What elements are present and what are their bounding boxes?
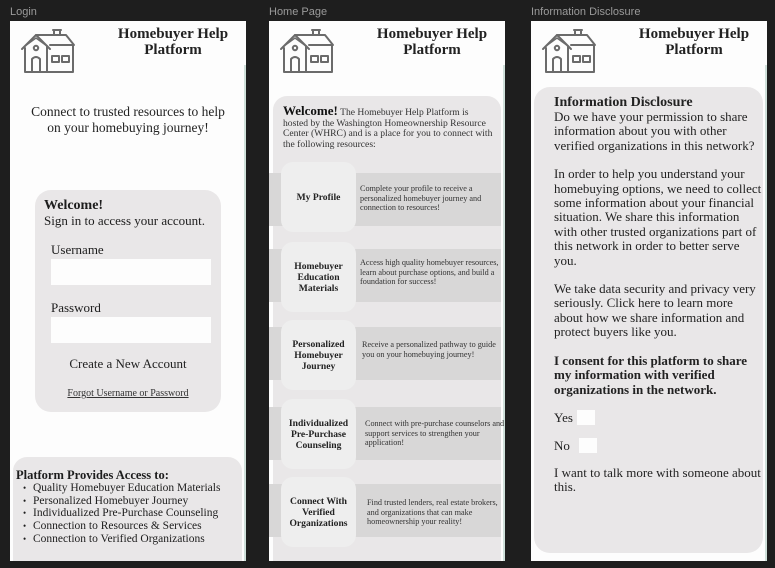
frame-edge bbox=[765, 65, 767, 561]
app-title-line2: Platform bbox=[144, 42, 202, 58]
username-label: Username bbox=[51, 242, 104, 257]
app-title-line1: Homebuyer Help bbox=[638, 26, 750, 42]
access-item-label: Quality Homebuyer Education Materials bbox=[33, 482, 221, 494]
access-card bbox=[13, 457, 242, 561]
resource-desc: Find trusted lenders, real estate brokers, and organizations that can make homeownership your reality! bbox=[367, 498, 498, 526]
info-para-collect: In order to help you understand your homebuying options, we need to collect some information about your financial situation. We share this information with other trusted organizations part of this network in order to better serve you. bbox=[554, 166, 762, 268]
house-icon bbox=[20, 29, 76, 73]
no-option bbox=[554, 438, 763, 454]
access-item-label: Connection to Verified Organizations bbox=[33, 532, 205, 545]
bullet-icon: • bbox=[23, 533, 27, 544]
header bbox=[531, 21, 767, 81]
username-input[interactable] bbox=[51, 259, 211, 285]
app-title-line1: Homebuyer Help bbox=[376, 26, 488, 42]
pre-purchase-counseling-button[interactable]: Individualized Pre-Purchase Counseling bbox=[281, 399, 356, 469]
homebuyer-journey-button[interactable]: Personalized Homebuyer Journey bbox=[281, 320, 356, 390]
info-title: Information Disclosure bbox=[554, 95, 693, 110]
create-account-button[interactable]: Create a New Account bbox=[35, 356, 221, 372]
resource-desc: Connect with pre-purchase counselors and support services to strengthen your application! bbox=[365, 419, 505, 447]
consent-statement: I consent for this platform to share my information with verified organizations in the network. bbox=[554, 352, 748, 397]
app-title bbox=[367, 26, 497, 58]
tagline-line1: Connect to trusted resources to help bbox=[31, 104, 225, 119]
resource-desc: Complete your profile to receive a personalized homebuyer journey and connection to resources! bbox=[360, 184, 482, 212]
yes-option bbox=[554, 410, 763, 426]
yes-label: Yes bbox=[554, 409, 573, 425]
talk-more-text[interactable]: I want to talk more with someone about this. bbox=[554, 464, 761, 495]
no-checkbox[interactable] bbox=[579, 438, 597, 453]
resource-desc: Receive a personalized pathway to guide you on your homebuying journey! bbox=[362, 340, 496, 359]
app-title-line2: Platform bbox=[403, 42, 461, 58]
access-list bbox=[16, 482, 242, 546]
home-intro bbox=[283, 103, 493, 150]
welcome-heading: Welcome! bbox=[44, 198, 104, 213]
bullet-icon: • bbox=[23, 521, 27, 532]
no-label: No bbox=[554, 437, 570, 453]
header bbox=[269, 21, 505, 81]
frame-label-login: Login bbox=[10, 6, 37, 18]
login-frame bbox=[10, 21, 246, 561]
yes-checkbox[interactable] bbox=[577, 410, 595, 425]
education-materials-button[interactable]: Homebuyer Education Materials bbox=[281, 242, 356, 312]
bullet-icon: • bbox=[23, 508, 27, 519]
app-title bbox=[108, 26, 238, 58]
access-item bbox=[23, 533, 242, 546]
access-item bbox=[23, 520, 242, 533]
home-frame bbox=[269, 21, 505, 561]
frame-label-info: Information Disclosure bbox=[531, 6, 641, 18]
forgot-credentials-link[interactable]: Forgot Username or Password bbox=[67, 388, 189, 399]
bullet-icon: • bbox=[23, 495, 27, 506]
home-welcome: Welcome! bbox=[283, 103, 338, 118]
house-icon bbox=[279, 29, 335, 73]
tagline bbox=[20, 104, 236, 136]
info-disclosure-frame bbox=[531, 21, 767, 561]
app-title-line1: Homebuyer Help bbox=[117, 26, 229, 42]
bullet-icon: • bbox=[23, 483, 27, 493]
access-item-label: Connection to Resources & Services bbox=[33, 520, 202, 533]
info-question: Do we have your permission to share information about you with other verified organizations in this network? bbox=[554, 109, 755, 153]
signin-text: Sign in to access your account. bbox=[44, 213, 206, 228]
frame-edge bbox=[244, 65, 246, 561]
frame-edge bbox=[503, 65, 505, 561]
info-para-privacy-link[interactable]: We take data security and privacy very seriously. Click here to learn more about how we share information and protect buyers like you. bbox=[554, 281, 756, 340]
access-item bbox=[23, 482, 242, 495]
access-item-label: Individualized Pre-Purchase Counseling bbox=[33, 507, 219, 520]
login-card bbox=[35, 190, 221, 412]
password-label: Password bbox=[51, 300, 101, 315]
verified-organizations-button[interactable]: Connect With Verified Organizations bbox=[281, 477, 356, 547]
info-card bbox=[534, 87, 763, 553]
tagline-line2: on your homebuying journey! bbox=[47, 120, 209, 135]
app-title-line2: Platform bbox=[665, 42, 723, 58]
access-item bbox=[23, 495, 242, 508]
access-item-label: Personalized Homebuyer Journey bbox=[33, 494, 189, 507]
home-intro-text: The Homebuyer Help Platform is hosted by the Washington Homeownership Resource Center (WHRC) and is a place for you to connect with the following resources: bbox=[283, 107, 493, 150]
resource-desc: Access high quality homebuyer resources, learn about purchase options, and build a foundation for success! bbox=[360, 258, 499, 286]
my-profile-button[interactable]: My Profile bbox=[281, 162, 356, 232]
frame-label-home: Home Page bbox=[269, 6, 328, 18]
header bbox=[10, 21, 246, 81]
app-title bbox=[629, 26, 759, 58]
access-item bbox=[23, 507, 242, 520]
password-input[interactable] bbox=[51, 317, 211, 343]
access-title: Platform Provides Access to: bbox=[16, 468, 169, 482]
house-icon bbox=[541, 29, 597, 73]
